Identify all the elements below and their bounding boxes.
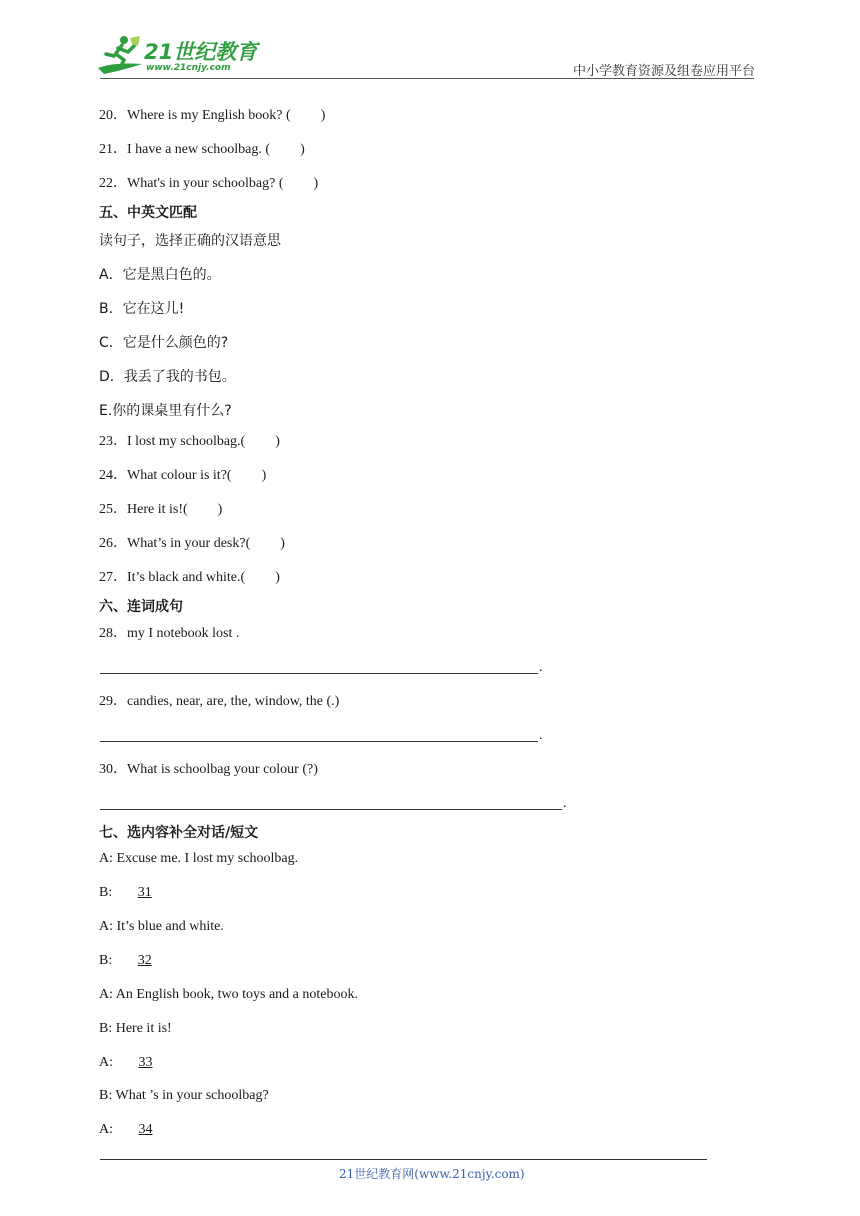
option-c: C．它是什么颜色的? [99,335,229,351]
dialogue-line: B: 31 [99,885,152,900]
answer-line-28[interactable] [100,673,538,674]
question-23: 23．I lost my schoolbag.( ) [99,434,280,449]
answer-line-29[interactable] [100,741,538,742]
dialogue-blank-31[interactable]: 31 [137,885,152,900]
footer-rule [100,1159,707,1160]
question-28: 28．my I notebook lost . [99,626,240,641]
question-21: 21．I have a new schoolbag. ( ) [99,142,305,157]
answer-line-30-end: . [563,796,567,811]
dialogue-line: B: 32 [99,953,152,968]
question-20: 20．Where is my English book? ( ) [99,108,326,123]
section-5-instruction: 读句子，选择正确的汉语意思 [99,233,281,249]
dialogue-blank-32[interactable]: 32 [137,953,152,968]
option-e: E.你的课桌里有什么? [99,403,232,419]
answer-line-30[interactable] [100,809,562,810]
dialogue-line: B: What ’s in your schoolbag? [99,1088,269,1103]
dialogue-blank-34[interactable]: 34 [138,1122,153,1137]
question-22: 22．What's in your schoolbag? ( ) [99,176,319,191]
question-29: 29．candies, near, are, the, window, the (.) [99,694,340,709]
dialogue-line: A: Excuse me. I lost my schoolbag. [99,851,299,866]
question-26: 26．What’s in your desk?( ) [99,536,285,551]
option-a: A．它是黑白色的。 [99,267,221,283]
answer-line-29-end: . [539,728,543,743]
footer-text: 21世纪教育网(www.21cnjy.com) [339,1167,525,1181]
section-5-title: 五、中英文匹配 [99,205,197,221]
answer-line-28-end: . [539,660,543,675]
runner-logo-icon [94,34,146,78]
header-rule [100,78,754,79]
question-27: 27．It’s black and white.( ) [99,570,280,585]
dialogue-line: A: 34 [99,1122,153,1137]
logo-url-text: www.21cnjy.com [146,63,231,73]
logo [94,34,259,78]
dialogue-line: A: 33 [99,1055,153,1070]
option-b: B．它在这儿! [99,301,185,317]
dialogue-blank-33[interactable]: 33 [138,1055,153,1070]
question-24: 24．What colour is it?( ) [99,468,267,483]
dialogue-line: A: An English book, two toys and a notebook. [99,987,358,1002]
header-right-text: 中小学教育资源及组卷应用平台 [573,64,756,79]
option-d: D．我丢了我的书包。 [99,369,236,385]
question-30: 30．What is schoolbag your colour (?) [99,762,318,777]
question-25: 25．Here it is!( ) [99,502,223,517]
section-7-title: 七、选内容补全对话/短文 [99,825,259,841]
logo-text: 21世纪教育 [144,40,258,64]
section-6-title: 六、连词成句 [99,599,183,615]
dialogue-line: B: Here it is! [99,1021,172,1036]
dialogue-line: A: It’s blue and white. [99,919,224,934]
